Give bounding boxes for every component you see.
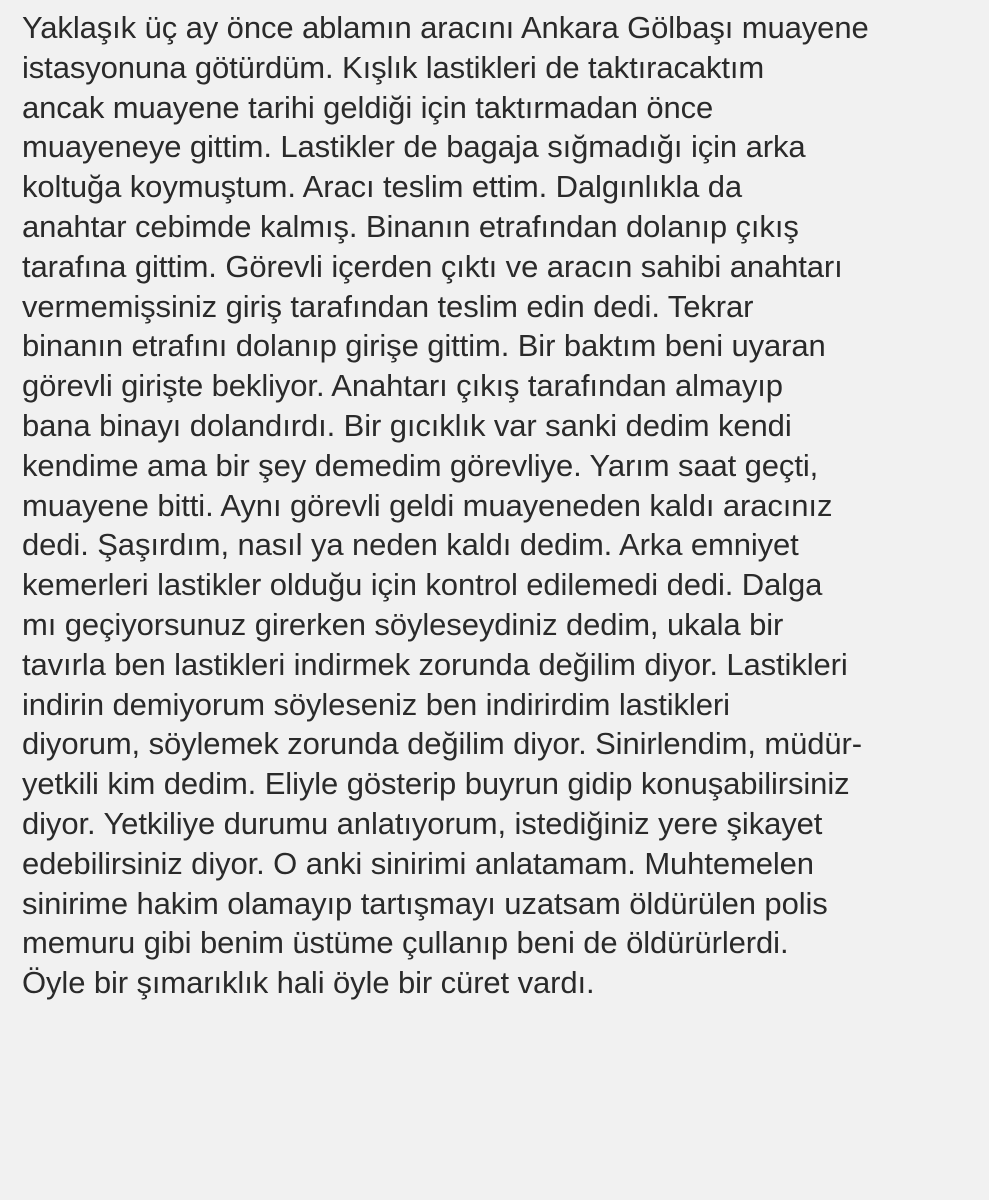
story-line-24: memuru gibi benim üstüme çullanıp beni de öldürürlerdi.: [22, 925, 789, 961]
story-line-11: bana binayı dolandırdı. Bir gıcıklık var sanki dedim kendi: [22, 407, 792, 443]
story-line-18: indirin demiyorum söyleseniz ben indirirdim lastikleri: [22, 686, 730, 722]
story-line-20: yetkili kim dedim. Eliyle gösterip buyrun gidip konuşabilirsiniz: [22, 766, 850, 802]
story-line-7: tarafına gittim. Görevli içerden çıktı ve aracın sahibi anahtarı: [22, 248, 843, 284]
story-line-22: edebilirsiniz diyor. O anki sinirimi anlatamam. Muhtemelen: [22, 845, 814, 881]
story-line-23: sinirime hakim olamayıp tartışmayı uzatsam öldürülen polis: [22, 885, 828, 921]
story-line-4: muayeneye gittim. Lastikler de bagaja sığmadığı için arka: [22, 129, 806, 165]
story-line-14: dedi. Şaşırdım, nasıl ya neden kaldı dedim. Arka emniyet: [22, 527, 799, 563]
story-line-25: Öyle bir şımarıklık hali öyle bir cüret vardı.: [22, 965, 595, 1001]
story-paragraph: [22, 8, 967, 1003]
story-line-6: anahtar cebimde kalmış. Binanın etrafından dolanıp çıkış: [22, 208, 799, 244]
story-line-15: kemerleri lastikler olduğu için kontrol edilemedi dedi. Dalga: [22, 567, 823, 603]
story-line-12: kendime ama bir şey demedim görevliye. Yarım saat geçti,: [22, 447, 819, 483]
story-line-17: tavırla ben lastikleri indirmek zorunda değilim diyor. Lastikleri: [22, 646, 848, 682]
story-line-9: binanın etrafını dolanıp girişe gittim. Bir baktım beni uyaran: [22, 328, 826, 364]
story-line-5: koltuğa koymuştum. Aracı teslim ettim. Dalgınlıkla da: [22, 169, 743, 205]
story-line-2: istasyonuna götürdüm. Kışlık lastikleri de taktıracaktım: [22, 49, 765, 85]
story-line-3: ancak muayene tarihi geldiği için taktırmadan önce: [22, 89, 714, 125]
story-line-21: diyor. Yetkiliye durumu anlatıyorum, istediğiniz yere şikayet: [22, 805, 823, 841]
story-line-10: görevli girişte bekliyor. Anahtarı çıkış tarafından almayıp: [22, 368, 783, 404]
story-line-16: mı geçiyorsunuz girerken söyleseydiniz dedim, ukala bir: [22, 606, 784, 642]
story-line-13: muayene bitti. Aynı görevli geldi muayeneden kaldı aracınız: [22, 487, 833, 523]
story-line-1: Yaklaşık üç ay önce ablamın aracını Ankara Gölbaşı muayene: [22, 10, 869, 45]
story-line-8: vermemişsiniz giriş tarafından teslim edin dedi. Tekrar: [22, 288, 754, 324]
story-line-19: diyorum, söylemek zorunda değilim diyor. Sinirlendim, müdür-: [22, 726, 862, 762]
